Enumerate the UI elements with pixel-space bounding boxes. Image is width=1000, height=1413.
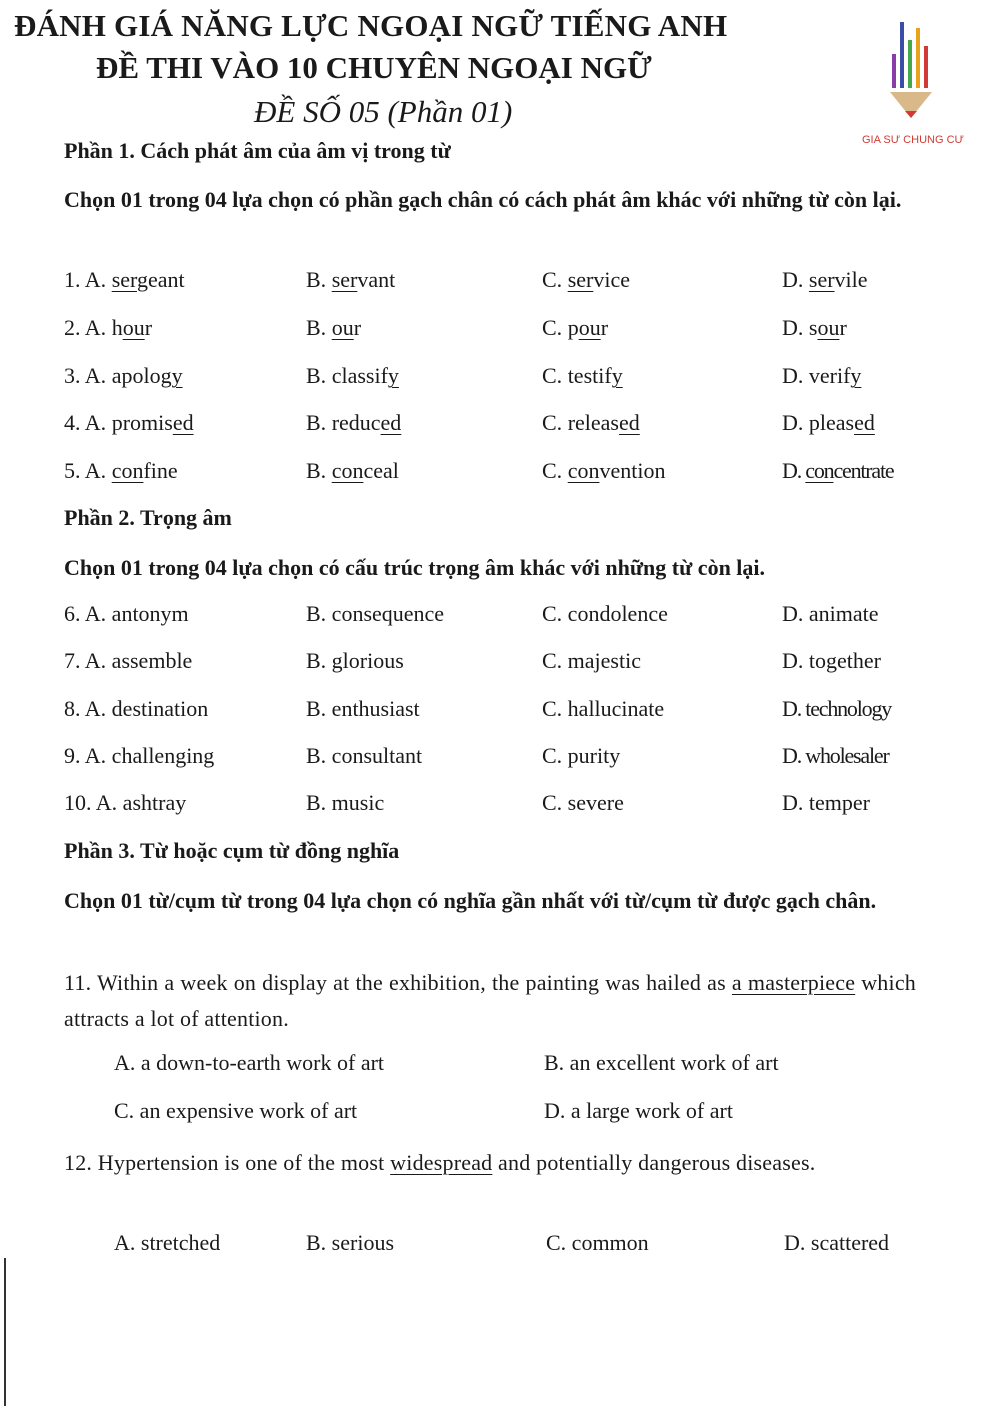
option-text-post: geant — [136, 267, 185, 292]
q7-option-a[interactable]: 7. A. assemble — [64, 648, 193, 673]
option-label: D. — [782, 315, 809, 340]
part2-question-6 — [64, 601, 924, 631]
q9-option-d[interactable]: D. wholesaler — [782, 743, 889, 768]
header-subtitle: ĐỀ THI VÀO 10 CHUYÊN NGOẠI NGỮ — [96, 50, 652, 85]
q11-text-end: which attracts a lot of attention. — [64, 970, 916, 1031]
part1-question-4 — [64, 410, 924, 440]
option-text-post: centrate — [833, 458, 894, 483]
part1-question-2 — [64, 315, 924, 345]
option-underlined: y — [387, 363, 399, 388]
option-number: 3. A. — [64, 363, 112, 388]
q12-option-a[interactable]: A. stretched — [114, 1230, 221, 1255]
option-underlined: ser — [808, 267, 835, 292]
option-text-pre: promis — [111, 410, 173, 435]
q11-option-c[interactable]: C. an expensive work of art — [114, 1098, 358, 1123]
question-12 — [64, 1145, 916, 1181]
option-underlined: y — [850, 363, 862, 388]
part2-question-8 — [64, 696, 924, 726]
question-11 — [64, 965, 916, 1037]
q11-option-d[interactable]: D. a large work of art — [544, 1098, 733, 1123]
q1-option-c[interactable] — [542, 267, 630, 293]
option-text-pre: pleas — [808, 410, 855, 435]
q11-text-start: 11. Within a week on display at the exhibition, the painting was hailed as — [64, 970, 732, 995]
option-text-post: vice — [593, 267, 630, 292]
pencil-logo-icon — [862, 18, 962, 130]
q7-option-c[interactable]: C. majestic — [542, 648, 641, 673]
option-text-pre: reduc — [331, 410, 381, 435]
q10-option-c[interactable]: C. severe — [542, 790, 624, 815]
option-label: D. — [782, 363, 809, 388]
option-text-post: ceal — [363, 458, 399, 483]
q6-option-d[interactable]: D. animate — [782, 601, 879, 626]
option-label: C. — [542, 410, 568, 435]
logo-text: GIA SƯ CHUNG CƯ — [862, 134, 964, 146]
option-label: B. — [306, 410, 332, 435]
option-text-pre: p — [567, 315, 579, 340]
q3-option-d[interactable] — [782, 363, 861, 389]
option-underlined: ser — [111, 267, 137, 292]
option-text-pre: s — [808, 315, 818, 340]
option-underlined: con — [111, 458, 144, 483]
q12-underlined: widespread — [390, 1150, 493, 1175]
option-label: B. — [306, 315, 332, 340]
option-label: B. — [306, 267, 332, 292]
part1-question-5 — [64, 458, 924, 488]
option-label: C. — [542, 458, 568, 483]
q12-option-c[interactable]: C. common — [546, 1230, 649, 1255]
q2-option-a[interactable] — [64, 315, 152, 341]
q4-option-b[interactable] — [306, 410, 401, 436]
option-text-post: r — [353, 315, 362, 340]
part1-instruction: Chọn 01 trong 04 lựa chọn có phần gạch chân có cách phát âm khác với những từ còn lại. — [64, 187, 902, 212]
option-underlined: ed — [618, 410, 640, 435]
q8-option-d[interactable]: D. technology — [782, 696, 892, 721]
q6-option-c[interactable]: C. condolence — [542, 601, 668, 626]
margin-line — [4, 1258, 6, 1406]
q7-option-d[interactable]: D. together — [782, 648, 881, 673]
option-text-pre: verif — [808, 363, 851, 388]
q5-option-c[interactable] — [542, 458, 665, 484]
q4-option-d[interactable] — [782, 410, 875, 436]
option-underlined: y — [611, 363, 623, 388]
q6-option-b[interactable]: B. consequence — [306, 601, 445, 626]
option-underlined: ou — [817, 315, 840, 340]
option-label: B. — [306, 363, 332, 388]
option-text-post: vention — [599, 458, 666, 483]
option-number: 1. A. — [64, 267, 112, 292]
option-underlined: con — [567, 458, 600, 483]
part2-instruction: Chọn 01 trong 04 lựa chọn có cấu trúc trọng âm khác với những từ còn lại. — [64, 555, 766, 580]
q5-option-b[interactable] — [306, 458, 399, 484]
q3-option-c[interactable] — [542, 363, 623, 389]
option-underlined: ou — [122, 315, 145, 340]
q4-option-c[interactable] — [542, 410, 640, 436]
q2-option-d[interactable] — [782, 315, 847, 341]
option-underlined: ser — [331, 267, 358, 292]
option-label: D. — [782, 267, 809, 292]
option-label: C. — [542, 267, 568, 292]
q11-option-b[interactable]: B. an excellent work of art — [544, 1050, 779, 1075]
option-text-pre: apolog — [111, 363, 172, 388]
option-text-post: vant — [357, 267, 396, 292]
logo — [862, 18, 962, 148]
option-underlined: ou — [331, 315, 354, 340]
option-underlined: y — [171, 363, 183, 388]
part2-title: Phần 2. Trọng âm — [64, 505, 232, 530]
option-underlined: ser — [567, 267, 594, 292]
option-underlined: con — [805, 458, 834, 483]
q1-option-d[interactable] — [782, 267, 868, 293]
option-number: 4. A. — [64, 410, 112, 435]
q10-option-d[interactable]: D. temper — [782, 790, 870, 815]
option-text-post: vile — [834, 267, 868, 292]
option-text-post: r — [144, 315, 153, 340]
q12-text-end: and potentially dangerous diseases. — [492, 1150, 816, 1175]
option-number: 2. A. — [64, 315, 112, 340]
q11-underlined: a masterpiece — [731, 970, 856, 995]
part1-question-1 — [64, 267, 924, 297]
q7-option-b[interactable]: B. glorious — [306, 648, 404, 673]
header-title: ĐÁNH GIÁ NĂNG LỰC NGOẠI NGỮ TIẾNG ANH — [14, 8, 728, 43]
option-text-pre: testif — [567, 363, 612, 388]
q5-option-d[interactable] — [782, 458, 893, 484]
part3-title: Phần 3. Từ hoặc cụm từ đồng nghĩa — [64, 838, 400, 863]
q8-option-c[interactable]: C. hallucinate — [542, 696, 665, 721]
option-underlined: ou — [578, 315, 601, 340]
part1-question-3 — [64, 363, 924, 393]
option-text-post: r — [600, 315, 609, 340]
option-underlined: ed — [854, 410, 875, 435]
q9-option-c[interactable]: C. purity — [542, 743, 621, 768]
part1-title: Phần 1. Cách phát âm của âm vị trong từ — [64, 138, 451, 163]
q8-option-a[interactable]: 8. A. destination — [64, 696, 209, 721]
option-label: C. — [542, 363, 568, 388]
q2-option-b[interactable] — [306, 315, 361, 341]
q9-option-b[interactable]: B. consultant — [306, 743, 423, 768]
option-label: D. — [782, 410, 809, 435]
q5-option-a[interactable] — [64, 458, 178, 484]
option-label: B. — [306, 458, 332, 483]
option-underlined: ed — [380, 410, 402, 435]
q3-option-b[interactable] — [306, 363, 399, 389]
option-label: D. — [782, 458, 806, 483]
q11-option-a[interactable]: A. a down-to-earth work of art — [114, 1050, 385, 1075]
option-text-pre: classif — [331, 363, 388, 388]
q3-option-a[interactable] — [64, 363, 183, 389]
option-underlined: con — [331, 458, 364, 483]
option-number: 5. A. — [64, 458, 112, 483]
q9-option-a[interactable]: 9. A. challenging — [64, 743, 215, 768]
part2-question-7 — [64, 648, 924, 678]
option-underlined: ed — [172, 410, 194, 435]
q12-text-start: 12. Hypertension is one of the most — [64, 1150, 391, 1175]
part2-question-10 — [64, 790, 924, 820]
option-text-pre: h — [111, 315, 123, 340]
part2-question-9 — [64, 743, 924, 773]
q12-option-b[interactable]: B. serious — [306, 1230, 394, 1255]
option-text-pre: releas — [567, 410, 619, 435]
q12-option-d[interactable]: D. scattered — [784, 1230, 890, 1255]
exam-number: ĐỀ SỐ 05 (Phần 01) — [254, 94, 513, 129]
q8-option-b[interactable]: B. enthusiast — [306, 696, 420, 721]
option-label: C. — [542, 315, 568, 340]
q6-option-a[interactable]: 6. A. antonym — [64, 601, 189, 626]
q2-option-c[interactable] — [542, 315, 608, 341]
q4-option-a[interactable] — [64, 410, 194, 436]
q1-option-b[interactable] — [306, 267, 395, 293]
option-text-post: fine — [143, 458, 178, 483]
part3-instruction: Chọn 01 từ/cụm từ trong 04 lựa chọn có nghĩa gần nhất với từ/cụm từ được gạch chân. — [64, 888, 877, 913]
q1-option-a[interactable] — [64, 267, 185, 293]
q10-option-a[interactable]: 10. A. ashtray — [64, 790, 187, 815]
q10-option-b[interactable]: B. music — [306, 790, 385, 815]
option-text-post: r — [839, 315, 847, 340]
